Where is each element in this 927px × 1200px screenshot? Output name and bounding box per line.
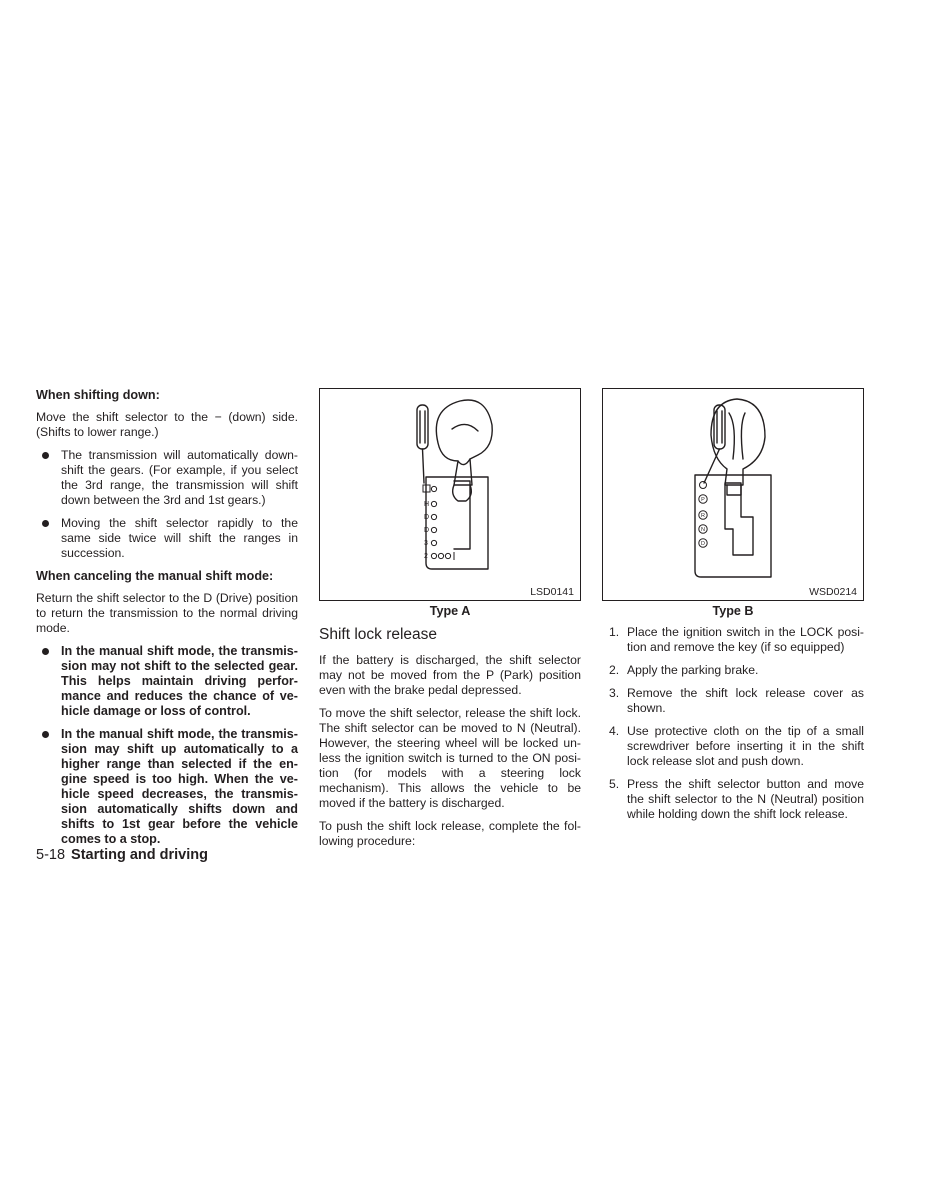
bullet-text: The transmission will automatically down-shift the gears. (For example, if you select the 3rd range, the transmission will shift down between the 3rd and 1st gears.)	[61, 448, 298, 507]
step-number: 4.	[609, 724, 620, 738]
figure-type-a	[319, 388, 581, 601]
bullet-item	[36, 448, 298, 508]
step-item	[602, 724, 864, 769]
step-number: 5.	[609, 777, 620, 791]
column-right	[602, 388, 864, 830]
bullet-icon	[42, 452, 49, 459]
column-left	[36, 388, 298, 855]
screwdriver-shaft	[704, 449, 720, 483]
step-number: 1.	[609, 625, 620, 639]
bullet-icon	[42, 520, 49, 527]
gear-label: D	[701, 541, 705, 547]
step-number: 2.	[609, 663, 620, 677]
shift-knob	[711, 399, 765, 485]
gear-label: D	[424, 527, 430, 534]
warning-text: In the manual shift mode, the transmis-sion may shift up automatically to a higher range than selected if the en-gine speed is too high. When the ve-hicle speed decreases, the transmis-sion automatically shifts down and shifts to 1st gear before the vehicle comes to a stop.	[61, 727, 298, 846]
bullet-icon	[42, 731, 49, 738]
gear-label: H	[424, 501, 430, 508]
page-footer	[36, 846, 208, 864]
bullet-item	[36, 516, 298, 561]
step-text: Press the shift selector button and move the shift selector to the N (Neutral) position while holding down the shift lock release.	[627, 777, 864, 821]
shift-lever-type-b-illustration	[603, 389, 865, 602]
figure-caption: Type A	[429, 604, 471, 618]
step-text: Use protective cloth on the tip of a small screwdriver before inserting it in the shift lock release slot and push down.	[627, 724, 864, 768]
bullet-text: Moving the shift selector rapidly to the same side twice will shift the ranges in succession.	[61, 516, 298, 560]
gear-label: 2	[424, 553, 428, 560]
shifting-down-text: Move the shift selector to the − (down) side. (Shifts to lower range.)	[36, 410, 298, 439]
canceling-text: Return the shift selector to the D (Drive) position to return the transmission to the normal driving mode.	[36, 591, 298, 635]
page-number: 5-18	[36, 847, 66, 863]
warning-item	[36, 644, 298, 719]
figure-code: LSD0141	[530, 586, 574, 598]
procedure-steps	[602, 625, 864, 822]
step-number: 3.	[609, 686, 620, 700]
footer-section-title: Starting and driving	[71, 847, 208, 863]
screwdriver-handle	[417, 405, 428, 449]
heading-shifting-down: When shifting down:	[36, 388, 160, 402]
column-middle	[319, 388, 581, 857]
paragraph: To move the shift selector, release the shift lock. The shift selector can be moved to N (Neutral). However, the steering wheel will be locked un-less the ignition switch is turned to the ON posi-tion (for models with a steering lock mechanism). This allows the vehicle to be moved if the battery is discharged.	[319, 706, 581, 810]
step-item	[602, 625, 864, 655]
figure-code: WSD0214	[809, 586, 857, 598]
figure-caption: Type B	[712, 604, 754, 618]
gear-label: N	[701, 527, 705, 533]
warning-item	[36, 727, 298, 847]
warning-text: In the manual shift mode, the transmis-sion may not shift to the selected gear. This helps maintain driving perfor-mance and reduces the chance of ve-hicle damage or loss of control.	[61, 644, 298, 718]
step-item	[602, 686, 864, 716]
shift-lever-type-a-illustration	[320, 389, 582, 602]
step-item	[602, 663, 864, 678]
gate-slot	[454, 481, 470, 549]
section-title: Shift lock release	[319, 626, 438, 643]
heading-canceling-manual-mode: When canceling the manual shift mode:	[36, 569, 274, 583]
figure-type-b	[602, 388, 864, 601]
shift-knob	[436, 400, 492, 485]
step-item	[602, 777, 864, 822]
paragraph: If the battery is discharged, the shift selector may not be moved from the P (Park) position even with the brake pedal depressed.	[319, 653, 581, 697]
gear-label: 3	[424, 540, 428, 547]
gate-slot	[725, 483, 753, 555]
shifting-down-bullets	[36, 448, 298, 561]
paragraph: To push the shift lock release, complete the fol-lowing procedure:	[319, 819, 581, 848]
gear-label: D	[424, 514, 430, 521]
gear-label: P	[701, 497, 705, 503]
step-text: Remove the shift lock release cover as shown.	[627, 686, 864, 715]
gear-label: R	[701, 513, 705, 519]
step-text: Place the ignition switch in the LOCK posi-tion and remove the key (if so equipped)	[627, 625, 864, 654]
screwdriver-shaft	[423, 449, 425, 483]
bullet-icon	[42, 648, 49, 655]
warning-bullets	[36, 644, 298, 847]
step-text: Apply the parking brake.	[627, 663, 759, 677]
